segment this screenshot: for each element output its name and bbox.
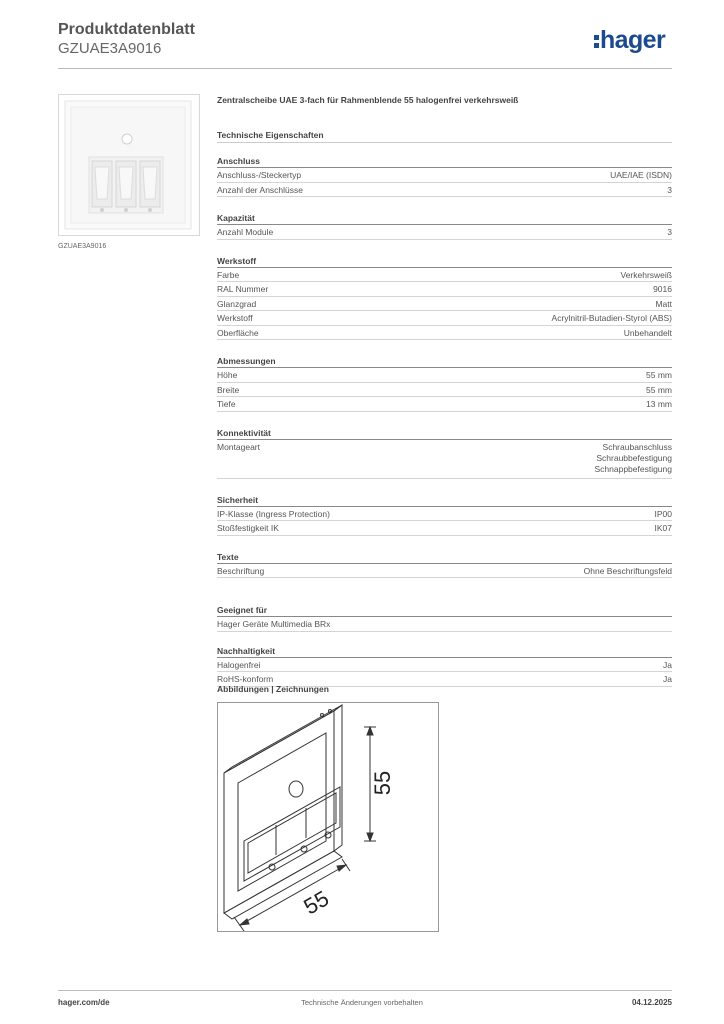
- row-label: Anzahl der Anschlüsse: [217, 184, 303, 195]
- row-value: 55 mm: [646, 384, 672, 395]
- table-row: [217, 658, 672, 673]
- logo-text: hager: [600, 26, 666, 54]
- table-row: [217, 383, 672, 398]
- row-value: UAE/IAE (ISDN): [610, 170, 672, 180]
- row-value: IP00: [654, 508, 672, 519]
- product-description: Zentralscheibe UAE 3-fach für Rahmenblende 55 halogenfrei verkehrsweiß: [217, 95, 519, 105]
- row-value: Ja: [663, 659, 672, 670]
- section-title: Anschluss: [217, 156, 260, 166]
- section-title: Kapazität: [217, 213, 255, 223]
- row-value: Acrylnitril-Butadien-Styrol (ABS): [551, 313, 672, 323]
- row-value: 3: [667, 184, 672, 195]
- section-title: Sicherheit: [217, 494, 259, 505]
- table-row: [217, 564, 672, 579]
- row-label: Stoßfestigkeit IK: [217, 523, 279, 533]
- table-row: [217, 311, 672, 326]
- section-nachhaltigkeit: [217, 646, 672, 687]
- footer-divider: [58, 990, 672, 991]
- footer-disclaimer: Technische Änderungen vorbehalten: [301, 998, 423, 1007]
- section-sicherheit: [217, 495, 672, 536]
- section-title: Nachhaltigkeit: [217, 645, 276, 656]
- image-caption: GZUAE3A9016: [58, 243, 107, 250]
- row-value: Ohne Beschriftungsfeld: [583, 565, 672, 576]
- row-value: Ja: [663, 674, 672, 684]
- row-label: Höhe: [217, 370, 238, 380]
- table-row: [217, 440, 672, 479]
- height-dimension-label: 55: [370, 770, 395, 796]
- product-image: [58, 94, 200, 236]
- section-abmessungen: [217, 356, 672, 412]
- table-row: [217, 368, 672, 383]
- row-value: 13 mm: [646, 399, 672, 409]
- section-werkstoff: [217, 256, 672, 341]
- section-kapazitaet: [217, 213, 672, 240]
- table-row: [217, 326, 672, 341]
- row-label: Breite: [217, 384, 240, 395]
- table-row: [217, 397, 672, 412]
- section-title: Texte: [217, 551, 239, 562]
- row-label: Werkstoff: [217, 313, 253, 323]
- row-label: IP-Klasse (Ingress Protection): [217, 508, 330, 519]
- section-title: Konnektivität: [217, 427, 271, 438]
- section-texte: [217, 552, 672, 579]
- logo-mark-icon: [594, 33, 599, 49]
- header-divider: [58, 68, 672, 69]
- row-label: Anzahl Module: [217, 227, 274, 237]
- row-value: 9016: [653, 284, 672, 294]
- row-value-list: [594, 442, 672, 475]
- row-value: Verkehrsweiß: [620, 269, 672, 280]
- row-label: Beschriftung: [217, 565, 265, 576]
- row-value: Schraubbefestigung: [596, 452, 672, 463]
- table-row: [217, 617, 672, 632]
- row-label: Hager Geräte Multimedia BRx: [217, 619, 331, 629]
- table-row: [217, 225, 672, 240]
- row-value: Unbehandelt: [623, 327, 672, 338]
- table-row: [217, 183, 672, 198]
- section-title: Werkstoff: [217, 255, 257, 266]
- section-konnektivitaet: [217, 428, 672, 479]
- section-geeignet-fuer: [217, 605, 672, 632]
- technical-drawing: [217, 702, 439, 932]
- table-row: [217, 268, 672, 283]
- row-value: IK07: [654, 523, 672, 533]
- dimension-drawing-icon: [218, 703, 438, 931]
- section-title: Abmessungen: [217, 356, 276, 366]
- section-title: Geeignet für: [217, 605, 268, 615]
- divider: [217, 142, 672, 143]
- footer-website-link[interactable]: hager.com/de: [58, 998, 110, 1007]
- row-value: 55 mm: [646, 370, 672, 380]
- table-row: [217, 507, 672, 522]
- row-label: Farbe: [217, 269, 240, 280]
- row-value: Schraubanschluss: [602, 441, 672, 452]
- table-row: [217, 297, 672, 312]
- row-label: RoHS-konform: [217, 674, 274, 684]
- row-value: 3: [667, 227, 672, 237]
- row-label: Halogenfrei: [217, 659, 261, 670]
- row-label: Glanzgrad: [217, 298, 257, 309]
- row-value: Schnappbefestigung: [594, 463, 672, 474]
- section-anschluss: [217, 156, 672, 197]
- drawings-heading: Abbildungen | Zeichnungen: [217, 684, 329, 694]
- product-code: GZUAE3A9016: [58, 40, 162, 57]
- row-label: Anschluss-/Steckertyp: [217, 170, 302, 180]
- row-label: RAL Nummer: [217, 284, 269, 294]
- width-dimension-label: 55: [299, 885, 334, 920]
- technical-data: [217, 95, 672, 687]
- table-row: [217, 168, 672, 183]
- hager-logo[interactable]: [594, 28, 665, 53]
- cover-plate-icon: [59, 95, 199, 235]
- table-row: [217, 282, 672, 297]
- row-label: Oberfläche: [217, 327, 259, 338]
- row-label: Montageart: [217, 441, 260, 452]
- row-label: Tiefe: [217, 399, 236, 409]
- page-title: Produktdatenblatt: [58, 21, 195, 38]
- row-value: Matt: [655, 298, 672, 309]
- table-row: [217, 521, 672, 536]
- footer-date: 04.12.2025: [631, 998, 672, 1007]
- technical-properties-heading: Technische Eigenschaften: [217, 130, 324, 140]
